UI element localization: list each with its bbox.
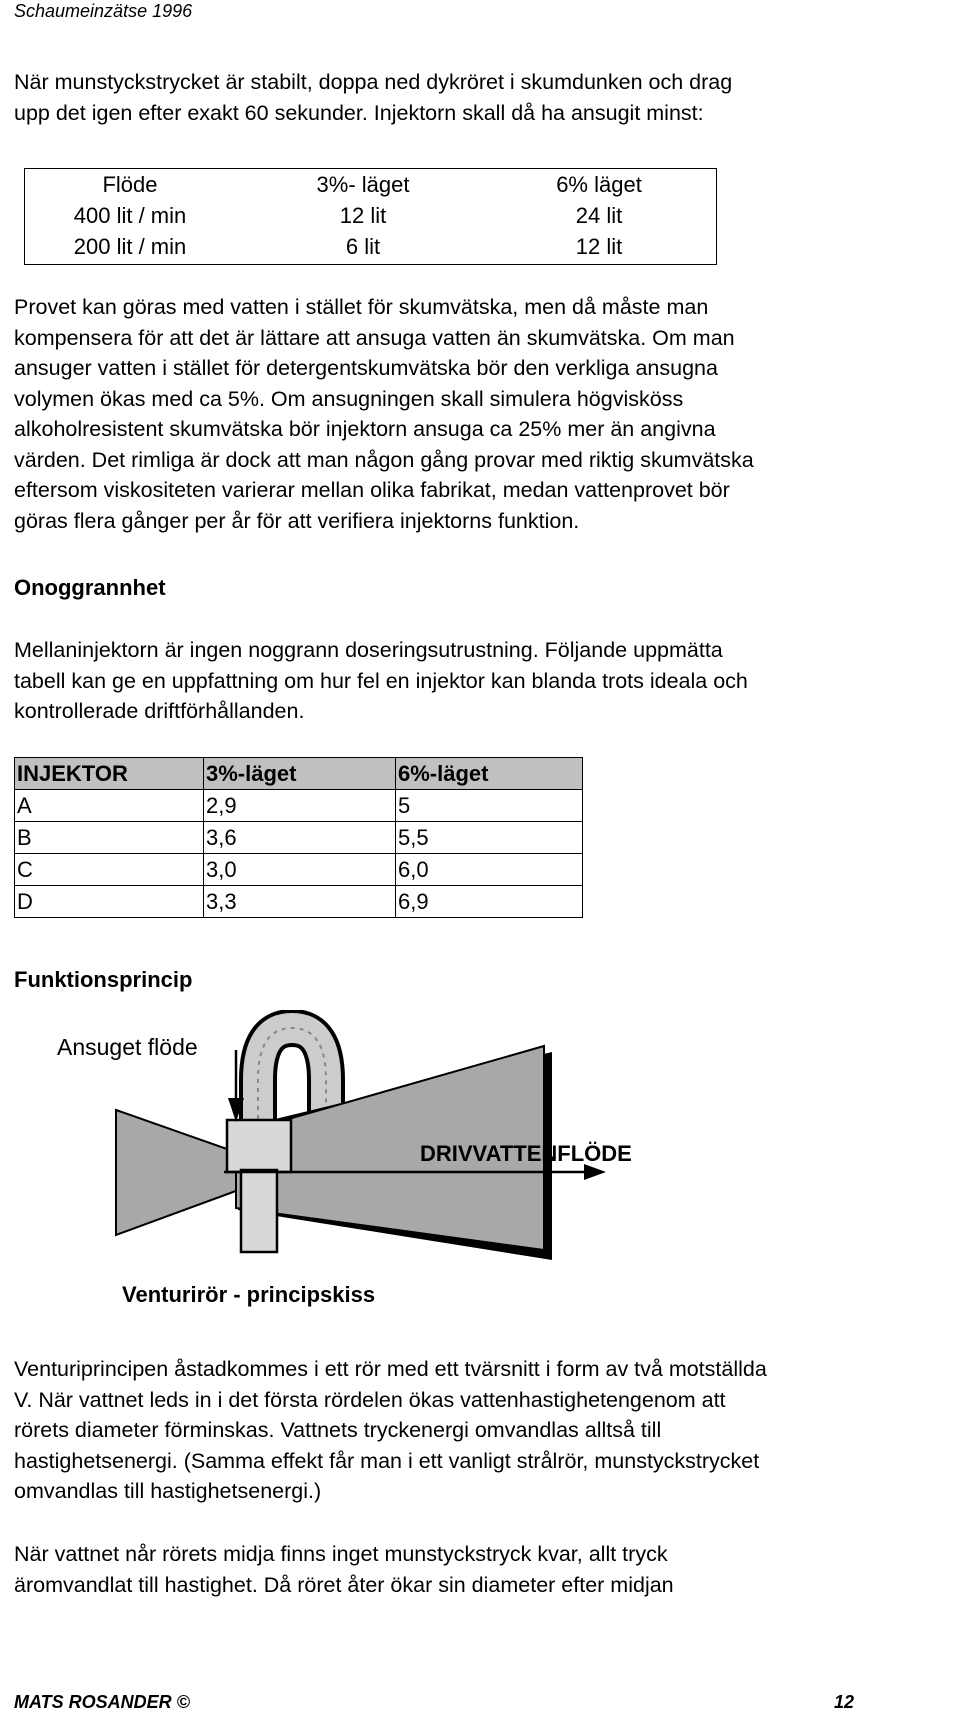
diagram-caption: Venturirör - principskiss (122, 1282, 376, 1307)
footer-author: MATS ROSANDER © (14, 1692, 190, 1712)
injector-neck-lower (241, 1170, 277, 1252)
text-line: hastighetsenergi. (Samma effekt får man i ett vanligt strålrör, munstyckstrycket (14, 1448, 760, 1473)
flow-table-header-cell: 3%- läget (316, 172, 410, 197)
venturi-diagram (0, 1010, 960, 1330)
body-paragraph (14, 635, 954, 727)
injektor-table-cell: 5,5 (396, 822, 583, 854)
injektor-table-cell: B (15, 822, 204, 854)
injektor-table-cell: 2,9 (204, 790, 396, 822)
body-paragraph (14, 1354, 954, 1507)
flow-table-cell: 400 lit / min (73, 203, 187, 228)
flow-table-cell: 12 lit (575, 234, 623, 259)
body-paragraph (14, 1539, 954, 1600)
text-line: äromvandlat till hastighet. Då röret åter ökar sin diameter efter midjan (14, 1572, 674, 1597)
injektor-table-cell: 3,6 (204, 822, 396, 854)
text-line: Mellaninjektorn är ingen noggrann doseringsutrustning. Följande uppmätta (14, 638, 723, 662)
text-line: göras flera gånger per år för att verifiera injektorns funktion. (14, 508, 580, 533)
flow-table-cell: 200 lit / min (73, 234, 187, 259)
injektor-table-cell: 6,0 (396, 854, 583, 886)
page-footer (14, 1690, 854, 1714)
injektor-table-header-cell: 3%-läget (204, 758, 396, 790)
flow-table-row (25, 231, 716, 263)
body-paragraph (14, 292, 954, 536)
text-line: När munstyckstrycket är stabilt, doppa ned dykröret i skumdunken och drag (14, 70, 733, 94)
injektor-table-cell: C (15, 854, 204, 886)
section-heading: Onoggrannhet (14, 575, 166, 600)
section-heading: Funktionsprincip (14, 967, 193, 992)
label-drive-flow: DRIVVATTENFLÖDE (420, 1141, 632, 1166)
injektor-table-header-cell: INJEKTOR (15, 758, 204, 790)
text-line: rörets diameter förminskas. Vattnets tryckenergi omvandlas alltså till (14, 1418, 662, 1442)
injektor-table-cell: D (15, 886, 204, 918)
text-line: Venturiprincipen åstadkommes i ett rör med ett tvärsnitt i form av två motställda (14, 1357, 767, 1381)
injektor-table (14, 757, 583, 918)
intro-paragraph (14, 67, 954, 128)
injektor-table-cell: 3,0 (204, 854, 396, 886)
injektor-table-row (15, 854, 583, 886)
injector-neck (227, 1120, 291, 1172)
injektor-table-cell: 3,3 (204, 886, 396, 918)
text-line: tabell kan ge en uppfattning om hur fel en injektor kan blanda trots ideala och (14, 668, 748, 693)
label-inflow: Ansuget flöde (57, 1034, 198, 1060)
text-line: upp det igen efter exakt 60 sekunder. Injektorn skall då ha ansugit minst: (14, 100, 704, 125)
drive-flow-arrow-head (584, 1164, 606, 1180)
flow-table-row (25, 200, 716, 232)
injektor-table-cell: 5 (396, 790, 583, 822)
text-line: ansuger vatten i stället för detergentskumvätska bör den verkliga ansugna (14, 356, 718, 380)
injektor-table-row (15, 822, 583, 854)
flow-table-header-cell: Flöde (102, 172, 158, 197)
footer-page-number: 12 (833, 1692, 854, 1712)
flow-table-cell: 24 lit (575, 203, 623, 228)
injektor-table-header-cell: 6%-läget (396, 758, 583, 790)
injektor-table-header-row (15, 758, 583, 790)
page-header-title: Schaumeinzätse 1996 (14, 1, 193, 21)
injektor-table-row (15, 790, 583, 822)
flow-table-header-cell: 6% läget (556, 172, 642, 197)
flow-table-header-row (25, 169, 716, 201)
text-line: omvandlas till hastighetsenergi.) (14, 1479, 322, 1503)
flow-table-cell: 12 lit (339, 203, 387, 228)
text-line: Provet kan göras med vatten i stället för skumvätska, men då måste man (14, 295, 709, 319)
text-line: V. När vattnet leds in i det första rördelen ökas vattenhastighetengenom att (14, 1387, 726, 1412)
injektor-table-cell: A (15, 790, 204, 822)
injektor-table-row (15, 886, 583, 918)
text-line: värden. Det rimliga är dock att man någon gång provar med riktig skumvätska (14, 447, 754, 472)
text-line: kontrollerade driftförhållanden. (14, 699, 305, 723)
flow-table (24, 168, 717, 265)
flow-table-cell: 6 lit (345, 234, 381, 259)
text-line: eftersom viskositeten varierar mellan olika fabrikat, medan vattenprovet bör (14, 478, 730, 502)
text-line: kompensera för att det är lättare att ansuga vatten än skumvätska. Om man (14, 325, 735, 350)
text-line: När vattnet når rörets midja finns inget munstyckstryck kvar, allt tryck (14, 1542, 668, 1566)
injektor-table-cell: 6,9 (396, 886, 583, 918)
text-line: alkoholresistent skumvätska bör injektorn ansuga ca 25% mer än angivna (14, 417, 716, 441)
text-line: volymen ökas med ca 5%. Om ansugningen skall simulera högvisköss (14, 386, 684, 411)
